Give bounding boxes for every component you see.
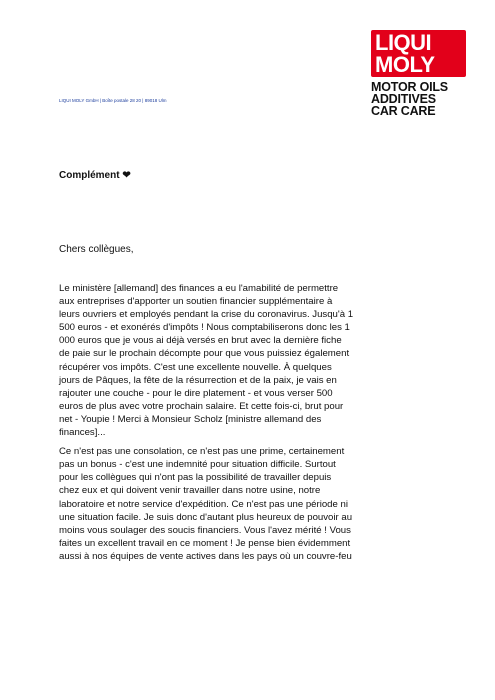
- letter-greeting: Chers collègues,: [59, 244, 134, 255]
- sender-address-line: LIQUI MOLY GmbH | Boîte postale 28 20 | 89018 Ulm: [59, 98, 167, 103]
- logo-tag-1: MOTOR OILS: [371, 80, 448, 94]
- paragraph-line: jours de Pâques, la fête de la résurrection et de la paix, je vais en: [59, 374, 337, 386]
- paragraph-line: moins vous soulager des soucis financiers. Vous l'avez mérité ! Vous: [59, 524, 351, 536]
- paragraph-line: laboratoire et notre service d'expédition. Ce n'est pas une période ni: [59, 498, 348, 510]
- logo-tag-2: ADDITIVES: [371, 92, 436, 106]
- paragraph-line: pas un bonus - c'est une indemnité pour situation difficile. Surtout: [59, 459, 336, 471]
- paragraph-line: aux entreprises d'apporter un soutien financier supplémentaire à: [59, 296, 333, 308]
- paragraph-line: net - Youpie ! Merci à Monsieur Scholz [ministre allemand des: [59, 413, 322, 425]
- paragraph-line: pour les collègues qui n'ont pas la possibilité de travailler depuis: [59, 472, 332, 484]
- paragraph-line: leurs ouvriers et employés pendant la crise du coronavirus. Jusqu'à 1: [59, 309, 354, 321]
- paragraph-line: Ce n'est pas une consolation, ce n'est pas une prime, certainement: [59, 446, 345, 458]
- logo-line-1: LIQUI: [375, 30, 432, 55]
- logo-tagline: [371, 81, 466, 117]
- paragraph-line: récupérer vos impôts. C'est une excellente nouvelle. À quelques: [59, 361, 332, 373]
- logo-wordmark: [371, 30, 466, 77]
- paragraph-line: faites un excellent travail en ce moment ! Je pense bien évidemment: [59, 537, 351, 549]
- paragraph-line: 500 euros - et exonérés d'impôts ! Nous comptabiliserons donc les 1: [59, 322, 350, 334]
- paragraph-line: chez eux et qui doivent venir travailler dans notre usine, notre: [59, 485, 321, 497]
- subject-text: Complément: [59, 170, 120, 181]
- letter-paragraph: [59, 445, 439, 563]
- paragraph-line: rajouter une couche - pour le dire platement - et vous verser 500: [59, 387, 333, 399]
- paragraph-line: 000 euros que je vous ai déjà versés en brut avec la dernière fiche: [59, 335, 342, 347]
- paragraph-line: euros de plus avec votre prochain salaire. Et cette fois-ci, brut pour: [59, 400, 344, 412]
- logo-line-2: MOLY: [375, 52, 435, 77]
- paragraph-line: Le ministère [allemand] des finances a eu l'amabilité de permettre: [59, 283, 339, 294]
- paragraph-line: de paie sur le prochain décompte pour que vous puissiez également: [59, 348, 350, 360]
- paragraph-line: aussi à nos équipes de vente actives dans les pays où un couvre-feu: [59, 550, 352, 562]
- letter-paragraph: [59, 282, 439, 439]
- letter-subject: [59, 170, 131, 181]
- company-logo: [371, 30, 466, 117]
- paragraph-line: finances]...: [59, 427, 106, 439]
- heart-icon: ❤: [122, 170, 131, 181]
- paragraph-line: une situation facile. Je suis donc d'autant plus heureux de pouvoir au: [59, 511, 353, 523]
- logo-tag-3: CAR CARE: [371, 104, 436, 118]
- letter-body: [59, 282, 439, 569]
